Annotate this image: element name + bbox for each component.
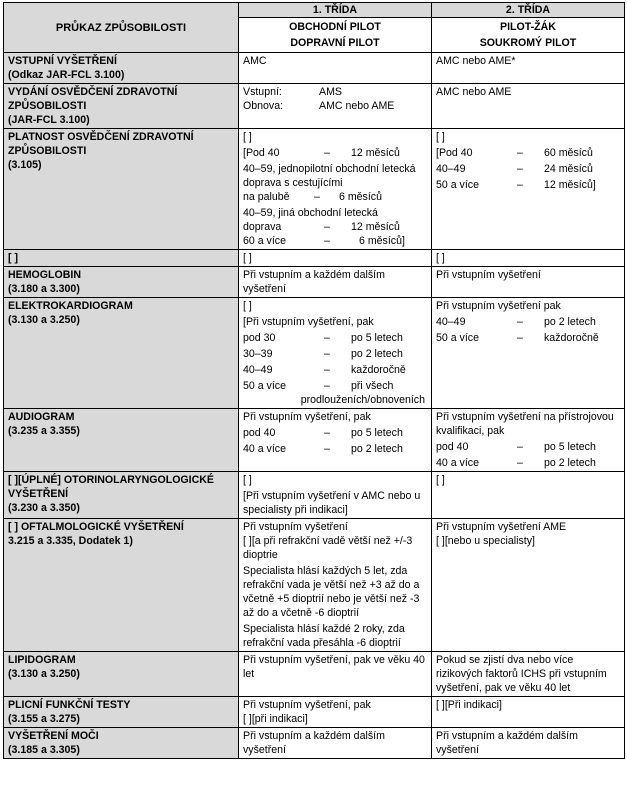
row-label — [4, 267, 239, 298]
range-value: 12 měsíců] — [544, 179, 596, 191]
class2-cell — [432, 298, 625, 409]
range-age: 30–39 — [243, 348, 273, 360]
row-title: ELEKTROKARDIOGRAM — [8, 300, 133, 312]
row-reference: (3.155 a 3.275) — [8, 713, 80, 725]
range-dash: – — [517, 457, 523, 469]
range-value: při všech — [351, 380, 394, 392]
range-dash: – — [314, 191, 320, 203]
class1-cell: Při vstupním a každém dalším vyšetření — [239, 267, 432, 298]
class2-cell: Pokud se zjistí dva nebo více rizikových faktorů ICHS při vstupním vyšetření, pak ve věku 40 let — [432, 652, 625, 697]
range-age: 40–49 — [436, 163, 466, 175]
range-value: po 2 letech — [544, 316, 596, 328]
range-value: po 5 letech — [351, 332, 403, 344]
range-age: [Pod 40 — [436, 147, 473, 159]
header-class1-sub — [239, 18, 432, 53]
header-class2: 2. TŘÍDA — [432, 3, 625, 18]
range-dash: – — [324, 380, 330, 392]
medical-requirements-table — [3, 2, 625, 759]
range-value: 60 měsíců — [544, 147, 593, 159]
audio-intro: Při vstupním vyšetření, pak — [243, 411, 371, 423]
validity-text: 40–59, jednopilotní obchodní letecká doprava s cestujícími — [243, 163, 416, 189]
range-value: po 5 letech — [544, 441, 596, 453]
range-dash: – — [324, 221, 330, 233]
range-age: pod 30 — [243, 332, 276, 344]
class2-cell — [432, 409, 625, 472]
range-dash: – — [517, 332, 523, 344]
oftal-text: Při vstupním vyšetření AME — [436, 521, 567, 533]
row-label — [4, 519, 239, 652]
class1-cell: Při vstupním vyšetření, pak ve věku 40 let — [239, 652, 432, 697]
row-reference: (3.230 a 3.350) — [8, 502, 80, 514]
row-title: [ ] OFTALMOLOGICKÉ VYŠETŘENÍ — [8, 521, 184, 533]
class2-cell — [432, 519, 625, 652]
row-label — [4, 298, 239, 409]
class1-cell: [ ] — [239, 250, 432, 267]
row-label: [ ] — [4, 250, 239, 267]
range-value: 12 měsíců — [351, 221, 400, 233]
row-title: VSTUPNÍ VYŠETŘENÍ — [8, 55, 117, 67]
range-dash: – — [517, 316, 523, 328]
header-class2-sub — [432, 18, 625, 53]
table-row — [4, 267, 625, 298]
table-row — [4, 697, 625, 728]
row-title: VYDÁNÍ OSVĚDČENÍ ZDRAVOTNÍ ZPŮSOBILOSTI — [8, 86, 178, 112]
oftal-text: [ ][nebo u specialisty] — [436, 535, 535, 547]
row-label — [4, 129, 239, 250]
range-age: pod 40 — [243, 427, 276, 439]
range-age: 40 a více — [243, 443, 286, 455]
row-reference: (3.180 a 3.300) — [8, 283, 80, 295]
row-reference: (3.105) — [8, 159, 42, 171]
range-value: 12 měsíců — [351, 147, 400, 159]
range-value: po 2 letech — [351, 443, 403, 455]
table-row — [4, 519, 625, 652]
class2-cell: [ ] — [432, 472, 625, 519]
table-row — [4, 53, 625, 84]
row-title: HEMOGLOBIN — [8, 269, 81, 281]
range-age: [Pod 40 — [243, 147, 280, 159]
header-row — [4, 3, 625, 18]
header-title: PRŮKAZ ZPŮSOBILOSTI — [4, 3, 239, 53]
range-age: 40–49 — [436, 316, 466, 328]
class2-cell: AMC nebo AME — [432, 84, 625, 129]
class2-cell: Při vstupním vyšetření — [432, 267, 625, 298]
range-dash: – — [324, 348, 330, 360]
header-class1: 1. TŘÍDA — [239, 3, 432, 18]
bracket: [ ] — [436, 131, 445, 143]
row-label — [4, 652, 239, 697]
oftal-text: [ ][a při refrakční vadě větší než +/-3 dioptrie — [243, 535, 413, 561]
row-reference: (3.130 a 3.250) — [8, 668, 80, 680]
class2-cell: AMC nebo AME* — [432, 53, 625, 84]
row-title: VYŠETŘENÍ MOČI — [8, 730, 99, 742]
range-age: 60 a více — [243, 235, 286, 247]
table-row — [4, 250, 625, 267]
class1-cell: Při vstupním a každém dalším vyšetření — [239, 728, 432, 759]
table-row — [4, 129, 625, 250]
row-label — [4, 697, 239, 728]
range-value: 6 měsíců — [339, 191, 382, 203]
audio-intro: Při vstupním vyšetření na přístrojovou kvalifikaci, pak — [436, 411, 614, 437]
orl-text: [Při vstupním vyšetření v AMC nebo u specialisty při indikaci] — [243, 490, 421, 516]
plicni-text: Při vstupním vyšetření, pak — [243, 699, 371, 711]
range-dash: – — [324, 235, 330, 247]
class1-cell — [239, 472, 432, 519]
table-row — [4, 472, 625, 519]
class1-cell: AMC — [239, 53, 432, 84]
row-title: [ ][ÚPLNÉ] OTORINOLARYNGOLOGICKÉ VYŠETŘENÍ — [8, 474, 214, 500]
bracket: [ ] — [243, 131, 252, 143]
table-row — [4, 409, 625, 472]
class1-cell — [239, 697, 432, 728]
row-title: PLICNÍ FUNKČNÍ TESTY — [8, 699, 131, 711]
class2-cell: Při vstupním a každém dalším vyšetření — [432, 728, 625, 759]
range-dash: – — [324, 443, 330, 455]
range-dash: – — [517, 163, 523, 175]
row-reference: (3.185 a 3.305) — [8, 744, 80, 756]
table-row — [4, 728, 625, 759]
range-age: 40–49 — [243, 364, 273, 376]
kv-value: AMS — [319, 86, 342, 98]
header-class2-sub1: PILOT-ŽÁK — [500, 21, 556, 33]
class1-cell — [239, 84, 432, 129]
range-age: na palubě — [243, 191, 290, 203]
class1-cell — [239, 519, 432, 652]
kv-key: Vstupní: — [243, 86, 282, 98]
plicni-text: [ ][při indikaci] — [243, 713, 308, 725]
range-value: každoročně — [544, 332, 599, 344]
oftal-text: Specialista hlásí každých 5 let, zda refrakční vada je větší než +3 až do a včetně +5 dioptrií nebo je větší než -3 až do a včetně -6 dioptrií — [243, 565, 420, 619]
row-reference: (3.130 a 3.250) — [8, 314, 80, 326]
range-dash: – — [517, 147, 523, 159]
row-label — [4, 84, 239, 129]
range-value: 6 měsíců] — [359, 235, 405, 247]
class2-cell: [ ][Při indikaci] — [432, 697, 625, 728]
row-reference: 3.215 a 3.335, Dodatek 1) — [8, 535, 133, 547]
validity-text: 40–59, jiná obchodní letecká — [243, 207, 378, 219]
range-dash: – — [324, 332, 330, 344]
range-age: doprava — [243, 221, 282, 233]
table-row — [4, 298, 625, 409]
header-class1-sub2: DOPRAVNÍ PILOT — [290, 37, 380, 49]
class2-cell — [432, 129, 625, 250]
range-dash: – — [324, 147, 330, 159]
table-row — [4, 652, 625, 697]
range-dash: – — [324, 427, 330, 439]
row-reference: (Odkaz JAR-FCL 3.100) — [8, 69, 125, 81]
range-age: 50 a více — [436, 332, 479, 344]
range-value: po 2 letech — [351, 348, 403, 360]
row-title: AUDIOGRAM — [8, 411, 75, 423]
range-age: 50 a více — [243, 380, 286, 392]
row-label — [4, 53, 239, 84]
class1-cell — [239, 298, 432, 409]
ekg-intro: [Při vstupním vyšetření, pak — [243, 316, 374, 328]
range-dash: – — [517, 441, 523, 453]
table-row — [4, 84, 625, 129]
range-value: po 5 letech — [351, 427, 403, 439]
ekg-intro: Při vstupním vyšetření pak — [436, 300, 561, 312]
kv-key: Obnova: — [243, 100, 284, 112]
class2-cell: [ ] — [432, 250, 625, 267]
row-title: LIPIDOGRAM — [8, 654, 76, 666]
class1-cell — [239, 129, 432, 250]
bracket: [ ] — [243, 474, 252, 486]
range-age: pod 40 — [436, 441, 469, 453]
range-age: 40 a více — [436, 457, 479, 469]
row-title: PLATNOST OSVĚDČENÍ ZDRAVOTNÍ ZPŮSOBILOSTI — [8, 131, 194, 157]
range-dash: – — [324, 364, 330, 376]
row-reference: (JAR-FCL 3.100) — [8, 114, 90, 126]
oftal-text: Při vstupním vyšetření — [243, 521, 348, 533]
range-value: po 2 letech — [544, 457, 596, 469]
class1-cell — [239, 409, 432, 472]
range-dash: – — [517, 179, 523, 191]
header-class2-sub2: SOUKROMÝ PILOT — [479, 37, 577, 49]
bracket: [ ] — [243, 300, 252, 312]
ekg-note: prodlouženích/obnoveních — [300, 394, 425, 406]
range-value: 24 měsíců — [544, 163, 593, 175]
range-value: každoročně — [351, 364, 406, 376]
row-label — [4, 728, 239, 759]
header-class1-sub1: OBCHODNÍ PILOT — [289, 21, 381, 33]
row-label — [4, 409, 239, 472]
row-reference: (3.235 a 3.355) — [8, 425, 80, 437]
oftal-text: Specialista hlásí každé 2 roky, zda refrakční vada přesáhla -6 dioptrií — [243, 623, 405, 649]
row-label — [4, 472, 239, 519]
range-age: 50 a více — [436, 179, 479, 191]
kv-value: AMC nebo AME — [319, 100, 395, 112]
